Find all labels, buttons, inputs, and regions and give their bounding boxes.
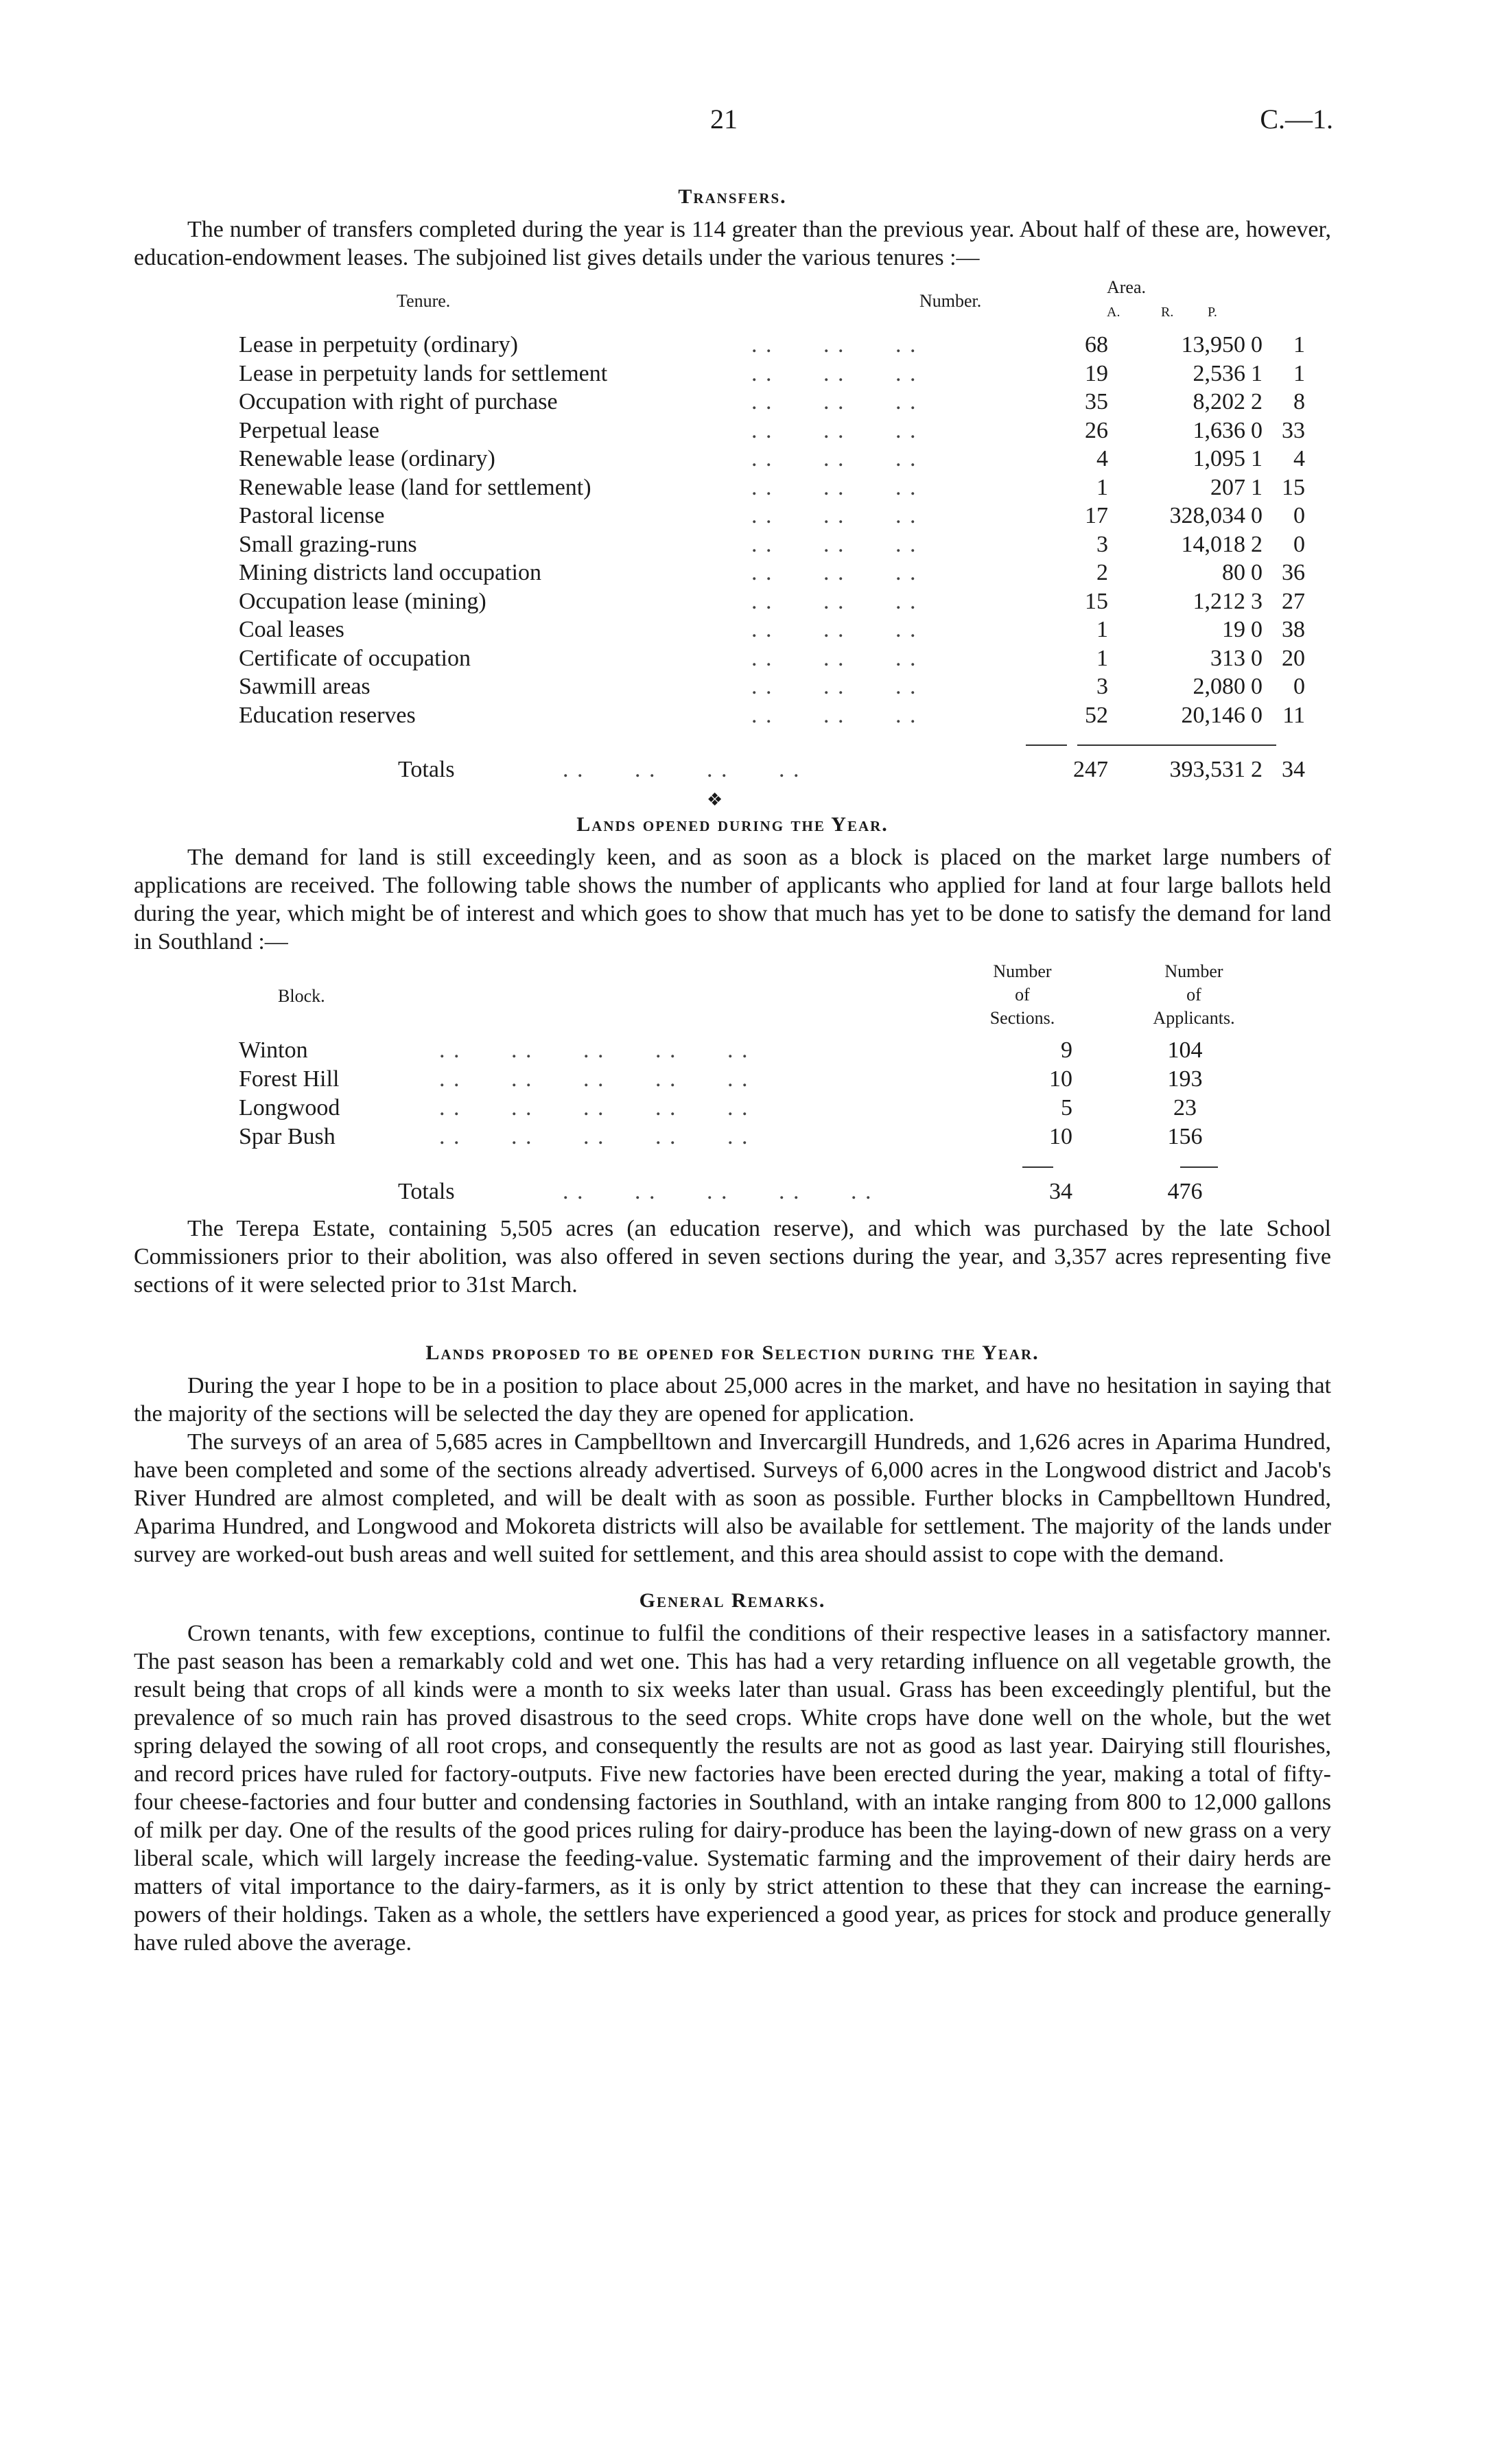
leader-dots: . . . . . . — [751, 617, 917, 642]
leader-dots: . . . . . . . . . . — [439, 1066, 749, 1092]
applicants-total-rule — [1180, 1166, 1218, 1168]
col-tenure-header: Tenure. — [397, 291, 451, 311]
transfer-count: 1 — [1096, 645, 1108, 671]
area-perches: 0 — [1293, 503, 1305, 528]
area-acres: 313 — [1210, 645, 1245, 671]
terepa-estate-paragraph: The Terepa Estate, containing 5,505 acres (an education reserve), and which was purchased by the late School Commissioners prior to their abolition, was also offered in seven sections during the year, and 3,357 acres representing five sections of it were selected prior to 31st March. — [134, 1215, 1331, 1298]
area-acres: 1,095 — [1193, 446, 1245, 471]
leader-dots: . . . . . . . . — [563, 757, 801, 782]
lands-totals-row — [134, 1179, 1331, 1208]
transfers-table-row — [134, 503, 1331, 532]
area-roods: 1 — [1251, 446, 1263, 471]
area-roods: 0 — [1251, 702, 1263, 728]
area-acres: 19 — [1222, 617, 1245, 642]
transfers-table-row — [134, 475, 1331, 504]
transfers-table-row — [134, 532, 1331, 561]
area-roods: 0 — [1251, 674, 1263, 699]
lands-total-applicants: 476 — [1167, 1178, 1203, 1204]
tenure-name: Renewable lease (ordinary) — [239, 446, 495, 471]
tenure-name: Occupation lease (mining) — [239, 588, 486, 614]
applicants-count: 193 — [1167, 1066, 1203, 1092]
transfers-table-row — [134, 674, 1331, 703]
area-roods: 0 — [1251, 417, 1263, 443]
area-perches: 1 — [1293, 360, 1305, 386]
general-remarks-paragraph: Crown tenants, with few exceptions, continue to fulfil the conditions of their respective leases in a satisfactory manner. The past season has been a remarkably cold and wet one. This has had a very retarding influence on all vegetable growth, the result being that crops of all kinds were a month to six weeks later than usual. Grass has been exceedingly plentiful, but the prevalence of so much rain has proved disastrous to the seed crops. White crops have done well on the whole, but the wet spring delayed the sowing of all root crops, and consequently the results are not as good as last year. Dairying still flourishes, and record prices have ruled for factory-outputs. Five new factories have been erected during the year, making a total of fifty-four cheese-factories and four butter and condensing factories in Southland, with an intake ranging from 800 to 12,000 gallons of milk per day. One of the results of the good prices ruling for dairy-produce has been the laying-down of new grass on a very liberal scale, which will largely increase the feeding-value. Systematic farming and the improvement of their dairy herds are matters of vital importance to the dairy-farmers, as it is only by strict attention to these that they can increase the earning-powers of their holdings. Taken as a whole, the settlers have experienced a good year, as prices for stock and produce generally have ruled above the average. — [134, 1620, 1331, 1956]
area-perches: 33 — [1282, 417, 1305, 443]
area-acres: 13,950 — [1181, 332, 1245, 357]
leader-dots: . . . . . . — [751, 503, 917, 528]
area-roods: 2 — [1251, 389, 1263, 414]
area-roods: 3 — [1251, 588, 1263, 614]
block-name: Winton — [239, 1037, 308, 1063]
number-total-rule — [1026, 744, 1067, 746]
tenure-name: Lease in perpetuity lands for settlement — [239, 360, 608, 386]
area-acres: 8,202 — [1193, 389, 1245, 414]
area-perches: 27 — [1282, 588, 1305, 614]
area-perches: 1 — [1293, 332, 1305, 357]
tenure-name: Education reserves — [239, 702, 416, 728]
tenure-name: Certificate of occupation — [239, 645, 471, 671]
area-roods: 2 — [1251, 531, 1263, 557]
col-p-header: P. — [1208, 305, 1217, 320]
tenure-name: Mining districts land occupation — [239, 560, 541, 585]
col-r-header: R. — [1161, 305, 1174, 320]
transfer-count: 2 — [1096, 560, 1108, 585]
transfers-table-row — [134, 418, 1331, 447]
area-acres: 14,018 — [1181, 531, 1245, 557]
area-perches: 4 — [1293, 446, 1305, 471]
area-roods: 0 — [1251, 617, 1263, 642]
transfer-count: 3 — [1096, 531, 1108, 557]
transfers-totals-row — [134, 757, 1331, 786]
area-acres: 2,080 — [1193, 674, 1245, 699]
sections-count: 9 — [1061, 1037, 1072, 1063]
lands-totals-label: Totals — [398, 1178, 455, 1204]
transfer-count: 52 — [1085, 702, 1108, 728]
transfers-table-row — [134, 389, 1331, 418]
leader-dots: . . . . . . — [751, 360, 917, 386]
applicants-count: 104 — [1167, 1037, 1203, 1063]
area-perches: 0 — [1293, 674, 1305, 699]
block-name: Longwood — [239, 1094, 340, 1120]
col-sections-header: Number of Sections. — [989, 961, 1055, 1028]
transfer-count: 4 — [1096, 446, 1108, 471]
area-perches: 38 — [1282, 617, 1305, 642]
transfer-count: 35 — [1085, 389, 1108, 414]
lands-opened-table — [134, 959, 1331, 1208]
area-total-rule — [1077, 744, 1276, 746]
transfers-totals-label: Totals — [398, 757, 455, 782]
page-number: 21 — [710, 104, 738, 134]
document-reference: C.—1. — [1260, 104, 1333, 134]
page-header — [0, 103, 1491, 151]
transfers-total-perches: 34 — [1282, 757, 1305, 782]
sections-count: 10 — [1049, 1123, 1072, 1149]
transfers-table-header — [134, 276, 1331, 332]
leader-dots: . . . . . . — [751, 702, 917, 728]
area-roods: 0 — [1251, 645, 1263, 671]
area-acres: 328,034 — [1169, 503, 1245, 528]
tenure-name: Coal leases — [239, 617, 344, 642]
ornament-mark: ❖ — [707, 789, 723, 810]
leader-dots: . . . . . . — [751, 531, 917, 557]
transfers-table-row — [134, 703, 1331, 731]
leader-dots: . . . . . . — [751, 417, 917, 443]
applicants-count: 156 — [1167, 1123, 1203, 1149]
area-acres: 207 — [1210, 474, 1245, 500]
area-perches: 15 — [1282, 474, 1305, 500]
area-perches: 36 — [1282, 560, 1305, 585]
area-acres: 80 — [1222, 560, 1245, 585]
transfer-count: 1 — [1096, 617, 1108, 642]
tenure-name: Perpetual lease — [239, 417, 379, 443]
transfers-intro: The number of transfers completed during the year is 114 greater than the previous year. About half of these are, however, education-endowment leases. The subjoined list gives details under the various tenures :— — [134, 217, 1331, 270]
tenure-name: Small grazing-runs — [239, 531, 417, 557]
transfers-total-acres: 393,531 — [1169, 757, 1245, 782]
leader-dots: . . . . . . — [751, 389, 917, 414]
leader-dots: . . . . . . — [751, 332, 917, 357]
lands-opened-row — [134, 1037, 1331, 1066]
leader-dots: . . . . . . . . . . — [439, 1094, 749, 1120]
leader-dots: . . . . . . . . . . — [439, 1037, 749, 1063]
transfers-table-row — [134, 332, 1331, 361]
leader-dots: . . . . . . — [751, 645, 917, 671]
leader-dots: . . . . . . . . . . — [563, 1178, 873, 1204]
lands-opened-row — [134, 1066, 1331, 1095]
area-acres: 1,212 — [1193, 588, 1245, 614]
transfers-table-row — [134, 446, 1331, 475]
area-acres: 1,636 — [1193, 417, 1245, 443]
applicants-count: 23 — [1173, 1094, 1197, 1120]
general-remarks-title: General Remarks. — [639, 1588, 826, 1612]
tenure-name: Occupation with right of purchase — [239, 389, 558, 414]
transfers-total-roods: 2 — [1251, 757, 1263, 782]
area-acres: 2,536 — [1193, 360, 1245, 386]
transfers-table-row — [134, 560, 1331, 589]
col-applicants-header: Number of Applicants. — [1153, 961, 1235, 1028]
lands-opened-title: Lands opened during the Year. — [576, 812, 889, 836]
transfer-count: 26 — [1085, 417, 1108, 443]
col-area-header: Area. — [1107, 277, 1147, 297]
sections-count: 5 — [1061, 1094, 1072, 1120]
leader-dots: . . . . . . . . . . — [439, 1123, 749, 1149]
transfer-count: 19 — [1085, 360, 1108, 386]
lands-opened-table-header — [134, 959, 1331, 1037]
tenure-name: Lease in perpetuity (ordinary) — [239, 332, 518, 357]
transfer-count: 15 — [1085, 588, 1108, 614]
lands-opened-row — [134, 1124, 1331, 1153]
area-roods: 0 — [1251, 560, 1263, 585]
lands-total-sections: 34 — [1049, 1178, 1072, 1204]
area-perches: 20 — [1282, 645, 1305, 671]
leader-dots: . . . . . . — [751, 674, 917, 699]
area-roods: 1 — [1251, 360, 1263, 386]
transfer-count: 3 — [1096, 674, 1108, 699]
sections-total-rule — [1022, 1166, 1053, 1168]
area-acres: 20,146 — [1181, 702, 1245, 728]
leader-dots: . . . . . . — [751, 588, 917, 614]
transfer-count: 68 — [1085, 332, 1108, 357]
tenure-name: Renewable lease (land for settlement) — [239, 474, 591, 500]
block-name: Forest Hill — [239, 1066, 340, 1092]
col-number-header: Number. — [919, 291, 982, 311]
lands-opened-row — [134, 1095, 1331, 1124]
leader-dots: . . . . . . — [751, 560, 917, 585]
leader-dots: . . . . . . — [751, 474, 917, 500]
area-perches: 8 — [1293, 389, 1305, 414]
area-perches: 0 — [1293, 531, 1305, 557]
transfers-table-row — [134, 646, 1331, 674]
lands-proposed-paragraph-2: The surveys of an area of 5,685 acres in Campbelltown and Invercargill Hundreds, and 1,626 acres in Aparima Hundred, have been completed and some of the sections already advertised. Surveys of 6,000 acres in the Longwood district and Jacob's River Hundred are almost completed, and will be dealt with as soon as possible. Further blocks in Campbelltown Hundred, Aparima Hundred, and Longwood and Mokoreta districts will also be available for settlement. The majority of the lands under survey are worked-out bush areas and well suited for settlement, and this area should assist to cope with the demand. — [134, 1429, 1331, 1567]
lands-proposed-paragraph-1: During the year I hope to be in a position to place about 25,000 acres in the market, and have no hesitation in saying that the majority of the sections will be selected the day they are opened for application. — [134, 1372, 1331, 1427]
tenure-name: Pastoral license — [239, 503, 385, 528]
lands-opened-intro: The demand for land is still exceedingly keen, and as soon as a block is placed on the market large numbers of applications are received. The following table shows the number of applicants who applied for land at four large ballots held during the year, which might be of interest and which goes to show that much has yet to be done to satisfy the demand for land in Southland :— — [134, 844, 1331, 954]
transfer-count: 1 — [1096, 474, 1108, 500]
area-roods: 0 — [1251, 503, 1263, 528]
tenure-name: Sawmill areas — [239, 674, 371, 699]
leader-dots: . . . . . . — [751, 446, 917, 471]
transfers-table-row — [134, 361, 1331, 390]
col-block-header: Block. — [278, 985, 325, 1006]
transfers-table — [134, 276, 1331, 786]
area-roods: 0 — [1251, 332, 1263, 357]
transfers-title: Transfers. — [678, 185, 787, 208]
block-name: Spar Bush — [239, 1123, 336, 1149]
transfers-table-row — [134, 617, 1331, 646]
lands-proposed-title: Lands proposed to be opened for Selection during the Year. — [425, 1341, 1040, 1364]
transfers-table-row — [134, 589, 1331, 618]
sections-count: 10 — [1049, 1066, 1072, 1092]
area-roods: 1 — [1251, 474, 1263, 500]
transfers-total-number: 247 — [1073, 757, 1108, 782]
page-content — [134, 185, 1331, 1957]
area-perches: 11 — [1282, 702, 1305, 728]
transfer-count: 17 — [1085, 503, 1108, 528]
col-a-header: A. — [1107, 305, 1120, 320]
